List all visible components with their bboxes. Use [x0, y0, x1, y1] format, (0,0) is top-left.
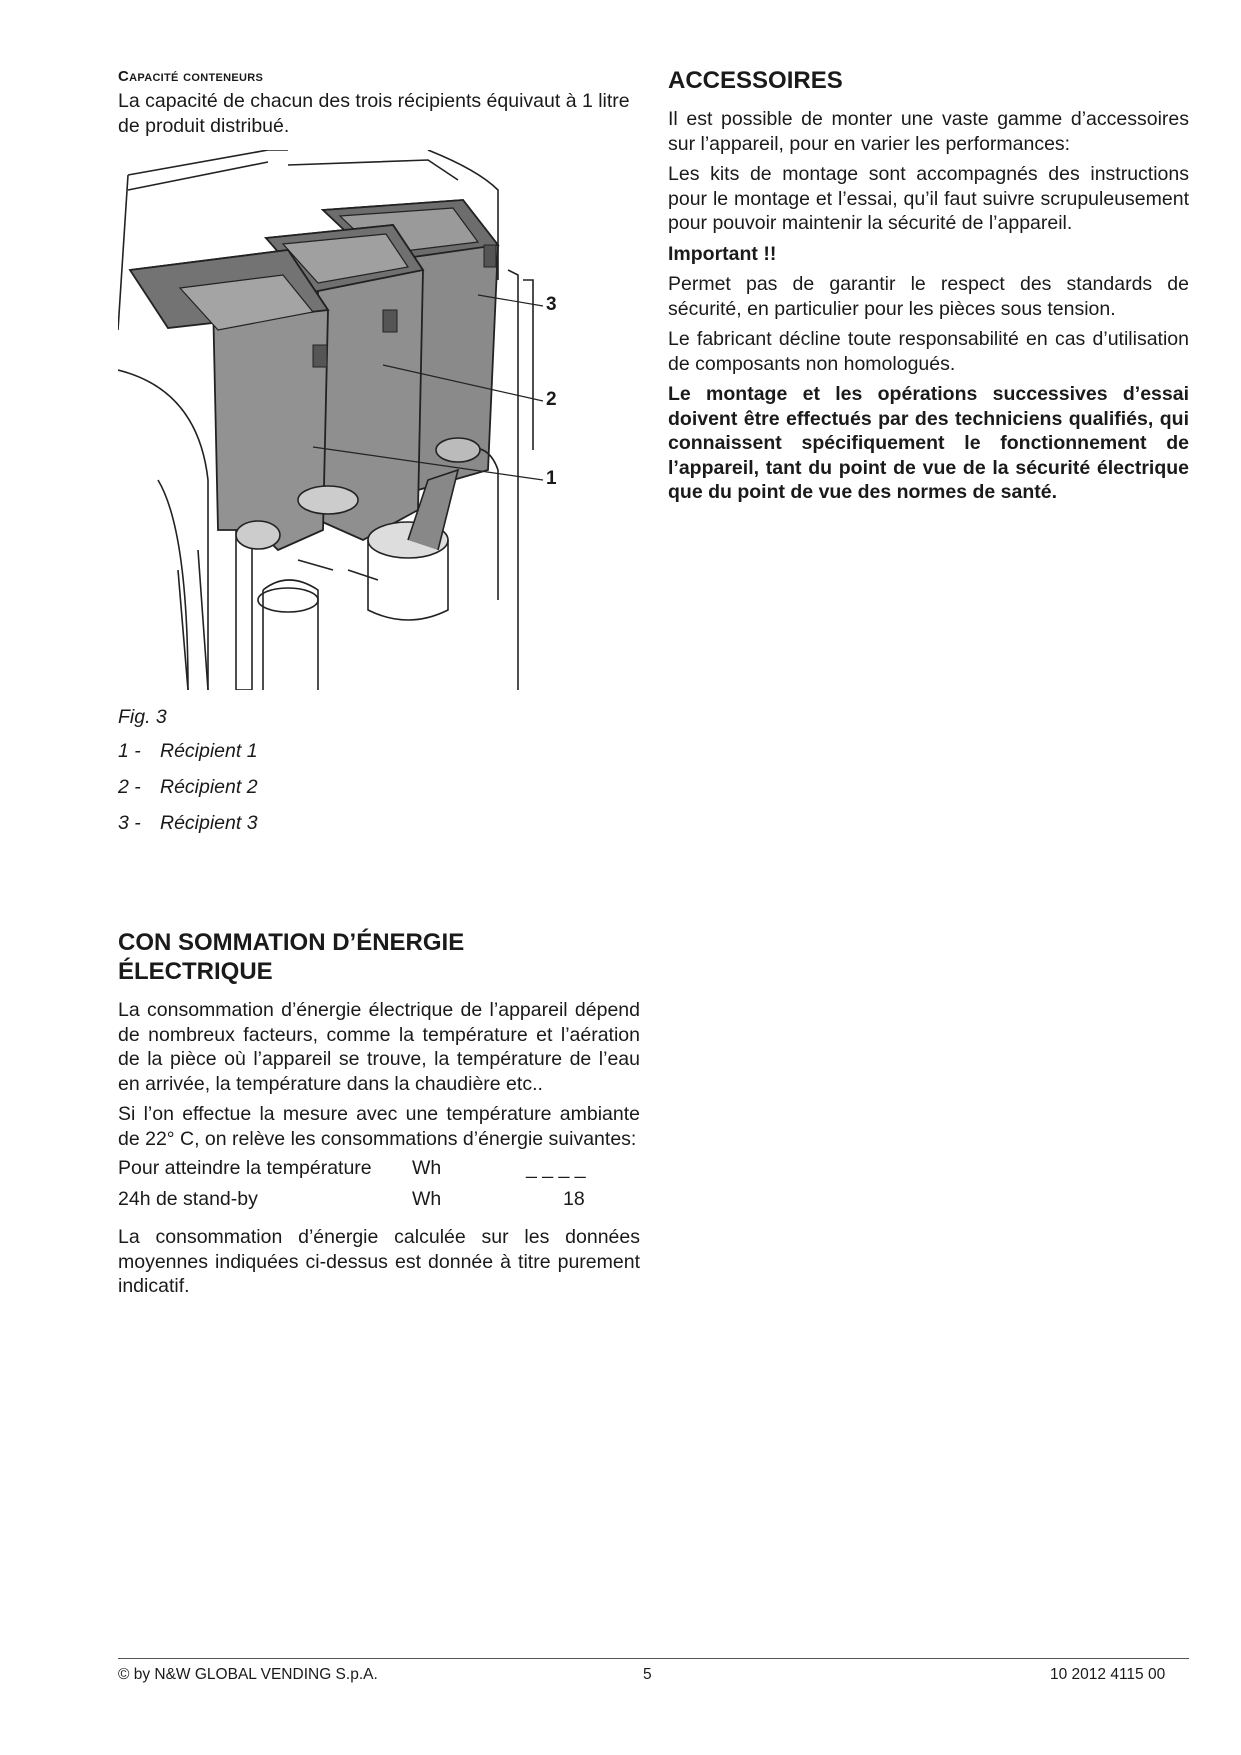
legend-num: 1 - [118, 740, 141, 762]
capacity-section [118, 68, 640, 144]
energy-title-line1: CON SOMMATION D’ÉNERGIE [118, 929, 465, 956]
footer-doc-number: 10 2012 4115 00 [1050, 1666, 1166, 1683]
legend-num: 2 - [118, 776, 141, 798]
footer-divider [118, 1658, 1189, 1659]
row-unit: Wh [412, 1188, 442, 1210]
important-label: Important !! [668, 242, 777, 265]
row-value: 18 [563, 1188, 585, 1210]
energy-paragraph-1: La consommation d’énergie électrique de l’appareil dépend de nombreux facteurs, comme la température et l’aération de la pièce où l’appareil se trouve, la température de l’eau en arrivée, la température dans la chaudière etc.. [118, 999, 640, 1095]
row-unit: Wh [412, 1157, 442, 1179]
energy-paragraph-3: La consommation d’énergie calculée sur les données moyennes indiquées ci-dessus est donnée à titre purement indicatif. [118, 1226, 640, 1297]
energy-paragraph-2: Si l’on effectue la mesure avec une température ambiante de 22° C, on relève les consommations d’énergie suivantes: [118, 1103, 640, 1150]
legend-label: Récipient 3 [160, 812, 258, 834]
energy-section [118, 928, 640, 1305]
containers-illustration [118, 150, 638, 690]
consumption-row [118, 1157, 640, 1188]
accessories-paragraph-2: Les kits de montage sont accompagnés des instructions pour le montage et l’essai, qu’il faut suivre scrupuleusement pour pouvoir maintenir la sécurité de l’appareil. [668, 163, 1189, 234]
accessories-section [668, 66, 1189, 511]
consumption-table [118, 1157, 640, 1219]
accessories-paragraph-3: Permet pas de garantir le respect des standards de sécurité, en particulier pour les pièces sous tension. [668, 273, 1189, 320]
accessories-warning: Le montage et les opérations successives d’essai doivent être effectués par des techniciens qualifiés, qui connaissent spécifiquement le fonctionnement de l’appareil, tant du point de vue de la sécurité électrique que du point de vue des normes de santé. [668, 383, 1189, 503]
containers-drawing [118, 150, 638, 690]
callout-1: 1 [546, 468, 557, 489]
accessories-paragraph-1: Il est possible de monter une vaste gamme d’accessoires sur l’appareil, pour en varier les performances: [668, 108, 1189, 155]
accessories-paragraph-4: Le fabricant décline toute responsabilité en cas d’utilisation de composants non homologués. [668, 328, 1189, 375]
callout-2: 2 [546, 389, 557, 410]
legend-num: 3 - [118, 812, 141, 834]
legend-label: Récipient 1 [160, 740, 258, 762]
row-label: Pour atteindre la température [118, 1157, 372, 1179]
energy-title-line2: ÉLECTRIQUE [118, 958, 273, 985]
legend-item-3 [118, 812, 258, 835]
legend-label: Récipient 2 [160, 776, 258, 798]
legend-item-1 [118, 740, 258, 763]
footer-copyright: © by N&W GLOBAL VENDING S.p.A. [118, 1666, 378, 1683]
energy-title [118, 928, 640, 986]
figure-caption: Fig. 3 [118, 706, 167, 728]
consumption-row [118, 1188, 640, 1219]
row-value: _ _ _ _ [526, 1157, 586, 1179]
footer-page-number: 5 [643, 1666, 652, 1683]
row-label: 24h de stand-by [118, 1188, 258, 1210]
accessories-title: ACCESSOIRES [668, 67, 843, 94]
capacity-text: La capacité de chacun des trois récipients équivaut à 1 litre de produit distribué. [118, 90, 630, 137]
container-1 [130, 250, 328, 550]
legend-item-2 [118, 776, 258, 799]
callout-3: 3 [546, 294, 557, 315]
capacity-heading: Capacité conteneurs [118, 68, 264, 85]
